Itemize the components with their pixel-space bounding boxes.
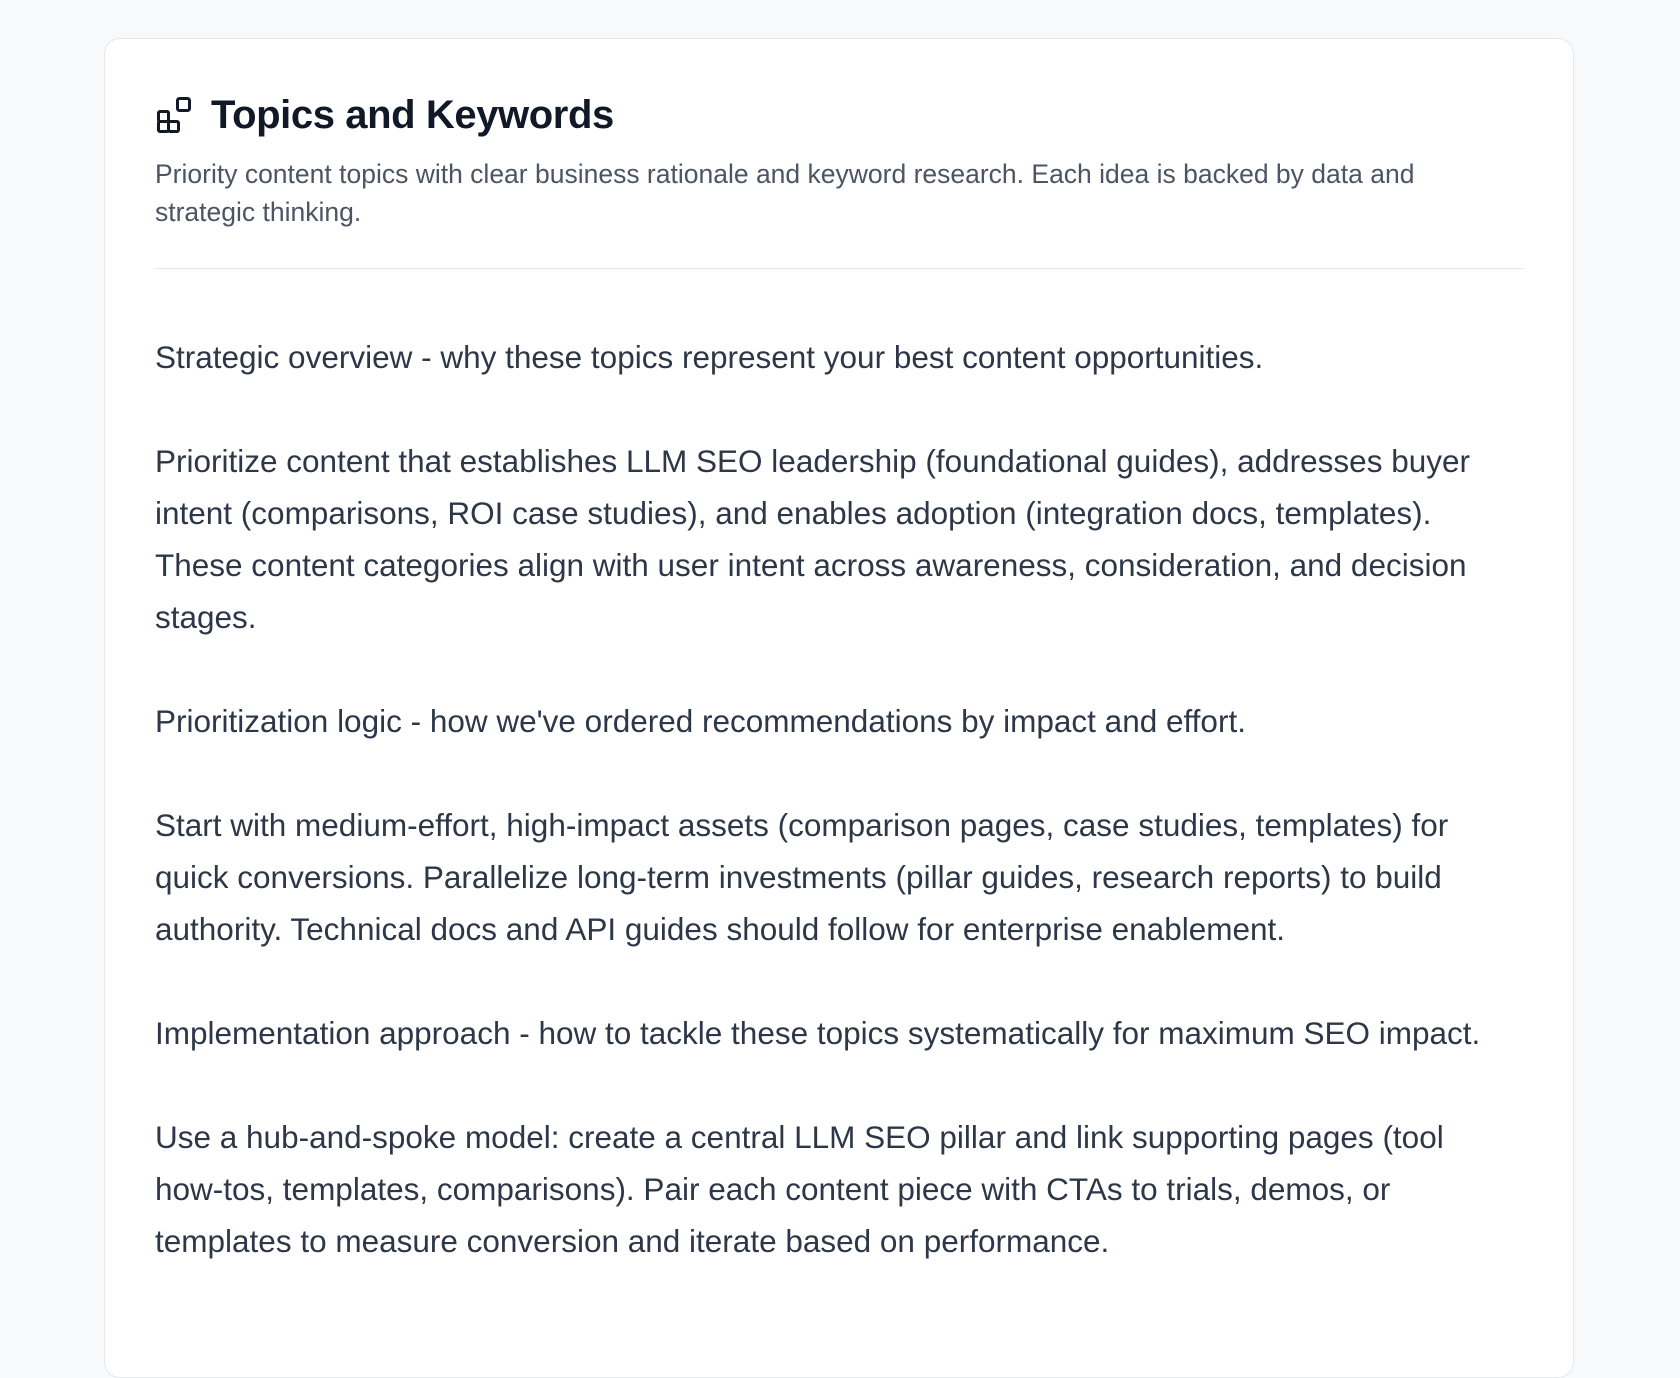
prioritization-logic-heading: Prioritization logic - how we've ordered recommendations by impact and effort. [155,703,1246,739]
header-divider [155,268,1523,269]
strategic-overview-text: Prioritize content that establishes LLM SEO leadership (foundational guides), addresses buyer intent (comparisons, ROI case studies), and enables adoption (integration docs, templates). These content categories align with user intent across awareness, consideration, and decision stages. [155,443,1470,635]
prioritization-logic-text: Start with medium-effort, high-impact assets (comparison pages, case studies, templates) for quick conversions. Parallelize long-term investments (pillar guides, research reports) to build authority. Technical docs and API guides should follow for enterprise enablement. [155,807,1449,947]
topics-keywords-card [104,38,1574,1378]
card-header [155,89,1523,231]
card-body [155,331,1515,1319]
section-subtitle: Priority content topics with clear business rationale and keyword research. Each idea is backed by data and strategic thinking. [155,159,1415,227]
section-title: Topics and Keywords [211,92,614,137]
title-row [155,89,1523,141]
implementation-approach-text: Use a hub-and-spoke model: create a central LLM SEO pillar and link supporting pages (tool how-tos, templates, comparisons). Pair each content piece with CTAs to trials, demos, or templates to measure conversion and iterate based on performance. [155,1119,1444,1259]
strategic-overview-heading: Strategic overview - why these topics represent your best content opportunities. [155,339,1264,375]
implementation-approach-heading: Implementation approach - how to tackle these topics systematically for maximum SEO impact. [155,1015,1481,1051]
widgets-icon [155,95,195,135]
